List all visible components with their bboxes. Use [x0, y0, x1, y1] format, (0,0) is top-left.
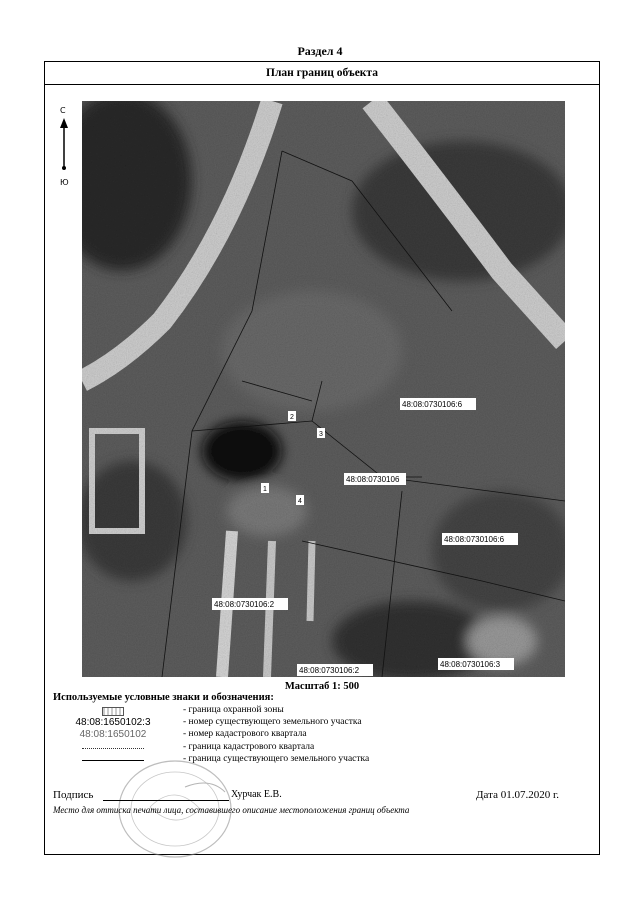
- quarter-boundary-symbol: [82, 748, 144, 749]
- signature-row: [53, 789, 591, 803]
- quarter-number-sample: 48:08:1650102: [79, 729, 147, 740]
- section-title: Раздел 4: [297, 44, 343, 58]
- document-frame: [44, 61, 600, 855]
- north-label: С: [60, 106, 66, 115]
- legend-text: - номер кадастрового квартала: [183, 729, 307, 739]
- point-label: 4: [298, 498, 302, 505]
- map-svg: [82, 101, 565, 677]
- legend-title: Используемые условные знаки и обозначения:: [53, 692, 274, 703]
- map-scale: Масштаб 1: 500: [284, 681, 360, 692]
- signature-label: Подпись: [53, 789, 94, 801]
- signer-name: Хурчак Е.В.: [231, 789, 282, 800]
- parcel-label: 48:08:0730106:3: [440, 660, 501, 669]
- parcel-label: 48:08:0730106: [346, 475, 400, 484]
- document-date: Дата 01.07.2020 г.: [476, 789, 559, 801]
- point-label: 2: [290, 414, 294, 421]
- plan-title: План границ объекта: [45, 62, 599, 85]
- signature-line: [103, 800, 229, 801]
- parcel-label: 48:08:0730106:6: [402, 400, 463, 409]
- parcel-label: 48:08:0730106:2: [214, 600, 275, 609]
- protection-zone-symbol: [102, 707, 124, 716]
- legend-text: - номер существующего земельного участка: [183, 717, 362, 727]
- stamp-footnote: Место для оттиска печати лица, составившего описание местоположения границ объекта: [53, 805, 410, 815]
- legend-text: - граница охранной зоны: [183, 705, 284, 715]
- point-label: 3: [319, 431, 323, 438]
- north-arrow: [55, 106, 75, 196]
- parcel-number-sample: 48:08:1650102:3: [75, 717, 151, 728]
- aerial-map: [82, 101, 565, 677]
- south-label: Ю: [60, 178, 69, 187]
- parcel-label: 48:08:0730106:6: [444, 535, 505, 544]
- point-label: 1: [263, 486, 267, 493]
- legend-text: - граница кадастрового квартала: [183, 742, 315, 752]
- parcel-label: 48:08:0730106:2: [299, 666, 360, 675]
- legend-text: - граница существующего земельного участка: [183, 754, 370, 764]
